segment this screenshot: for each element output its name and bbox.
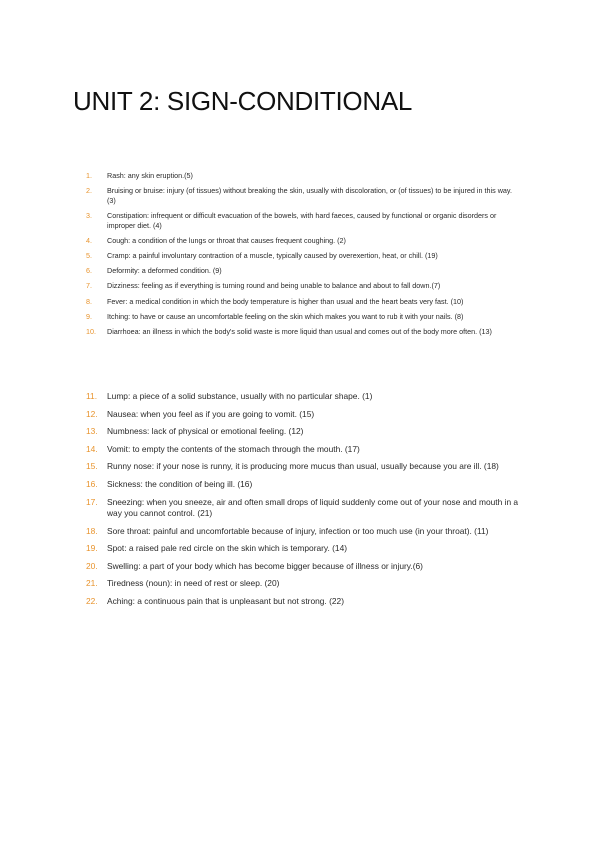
item-text: Dizziness: feeling as if everything is turning round and being unable to balance and about to fall down.(7) <box>107 281 441 291</box>
item-number: 4. <box>86 235 92 245</box>
item-text: Sickness: the condition of being ill. (16) <box>107 478 253 489</box>
item-number: 18. <box>86 525 98 536</box>
item-number: 8. <box>86 296 92 306</box>
item-number: 2. <box>86 186 92 196</box>
item-number: 15. <box>86 461 98 472</box>
list-item <box>86 391 530 403</box>
item-text: Vomit: to empty the contents of the stomach through the mouth. (17) <box>107 443 360 454</box>
list-item <box>86 211 518 230</box>
item-number: 10. <box>86 326 96 336</box>
list-item <box>86 312 518 322</box>
list-item <box>86 297 518 307</box>
list-item <box>86 461 530 473</box>
item-text: Itching: to have or cause an uncomfortable feeling on the skin which makes you want to rub it with your nails. (8) <box>107 311 464 321</box>
item-text: Bruising or bruise: injury (of tissues) without breaking the skin, usually with discoloration, or (of tissues) to be injured in this way. (3) <box>107 186 512 205</box>
item-text: Numbness: lack of physical or emotional feeling. (12) <box>107 426 304 437</box>
list-item <box>86 327 518 337</box>
list-item <box>86 281 518 291</box>
item-number: 3. <box>86 210 92 220</box>
item-number: 14. <box>86 443 98 454</box>
list-item <box>86 561 530 573</box>
page-title: UNIT 2: SIGN-CONDITIONAL <box>73 86 413 116</box>
list-item <box>86 578 530 590</box>
item-text: Tiredness (noun): in need of rest or sleep. (20) <box>107 578 280 589</box>
list-item <box>86 186 518 205</box>
list-item <box>86 497 530 520</box>
list-item <box>86 236 518 246</box>
list-item <box>86 426 530 438</box>
item-text: Fever: a medical condition in which the body temperature is higher than usual and the heart beats very fast. (10) <box>107 296 464 306</box>
item-number: 20. <box>86 560 98 571</box>
item-text: Runny nose: if your nose is runny, it is producing more mucus than usual, usually because you are ill. (18) <box>107 461 499 472</box>
item-text: Cramp: a painful involuntary contraction of a muscle, typically caused by overexertion, heat, or chill. (19) <box>107 250 438 260</box>
item-text: Deformity: a deformed condition. (9) <box>107 266 222 276</box>
item-number: 11. <box>86 391 98 401</box>
item-number: 7. <box>86 281 92 291</box>
item-number: 9. <box>86 311 92 321</box>
list-item <box>86 266 518 276</box>
item-number: 12. <box>86 408 98 419</box>
item-number: 19. <box>86 543 98 554</box>
item-text: Sneezing: when you sneeze, air and often small drops of liquid suddenly come out of your nose and mouth in a way you cannot control. (21) <box>107 496 519 519</box>
item-text: Constipation: infrequent or difficult evacuation of the bowels, with hard faeces, caused by functional or organic disorders or improper diet. (4) <box>107 210 497 230</box>
item-text: Sore throat: painful and uncomfortable because of injury, infection or too much use (in your throat). (11) <box>107 525 489 536</box>
item-text: Lump: a piece of a solid substance, usually with no particular shape. (1) <box>107 391 373 401</box>
item-text: Swelling: a part of your body which has become bigger because of illness or injury.(6) <box>107 560 423 571</box>
item-number: 16. <box>86 478 98 489</box>
list-item <box>86 171 518 181</box>
item-number: 22. <box>86 596 98 607</box>
item-text: Diarrhoea: an illness in which the body's solid waste is more liquid than usual and comes out of the body more often. (13) <box>107 326 492 336</box>
list-item <box>86 444 530 456</box>
item-text: Rash: any skin eruption.(5) <box>107 171 193 180</box>
item-number: 5. <box>86 250 92 260</box>
list-item <box>86 596 530 608</box>
item-text: Nausea: when you feel as if you are going to vomit. (15) <box>107 408 315 419</box>
item-number: 6. <box>86 266 92 276</box>
item-number: 21. <box>86 578 98 589</box>
item-number: 1. <box>86 171 92 180</box>
list-item <box>86 409 530 421</box>
item-text: Aching: a continuous pain that is unpleasant but not strong. (22) <box>107 596 344 607</box>
definition-list-2 <box>86 391 530 614</box>
list-item <box>86 526 530 538</box>
list-item <box>86 251 518 261</box>
item-number: 17. <box>86 496 98 507</box>
definition-list-1 <box>86 171 518 342</box>
item-text: Cough: a condition of the lungs or throat that causes frequent coughing. (2) <box>107 235 346 245</box>
list-item <box>86 479 530 491</box>
item-text: Spot: a raised pale red circle on the skin which is temporary. (14) <box>107 543 348 554</box>
item-number: 13. <box>86 426 98 437</box>
list-item <box>86 543 530 555</box>
